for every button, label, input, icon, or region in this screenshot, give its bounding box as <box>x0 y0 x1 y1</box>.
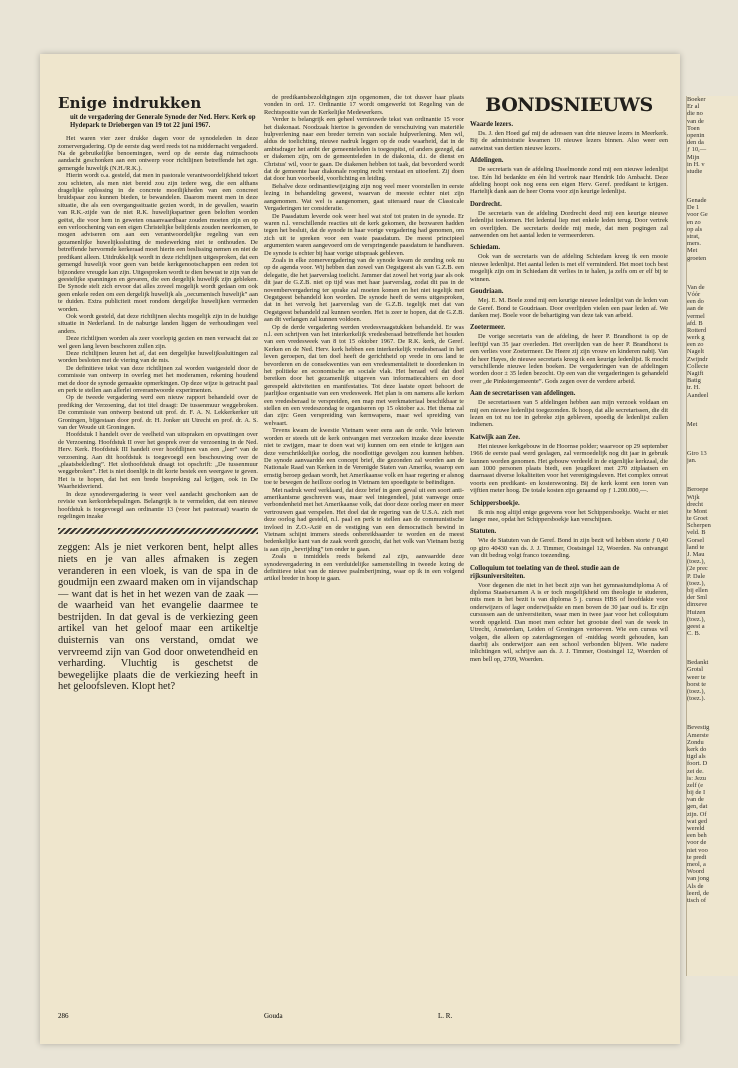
edge-text-line: Als de <box>687 882 704 890</box>
edge-text-line: Woord <box>687 868 705 876</box>
edge-text-line: P. Dale <box>687 572 706 580</box>
edge-text-line: zijn. Of <box>687 810 707 818</box>
edge-text-line: van de <box>687 796 704 804</box>
edge-text-line: Wijk <box>687 493 700 501</box>
paragraph: Op de tweede vergadering werd een nieuw rapport behandeld over de prediking der Verzoening, dat tot titel draagt: De tussenmuur weggebroken. De commissie van ontwerp bestond uit prof. dr. F. A. N. Lekkerkerker uit Groningen, bijgestaan door prof. dr. H. Jonker uit Utrecht en prof. dr. A. S. van der Woude uit Groningen. <box>58 394 258 432</box>
author-initials: L. R. <box>438 1012 453 1020</box>
paragraph: In deze synodevergadering is weer veel aandacht geschonken aan de revisie van kerkordebepalingen. Belangrijk is te vermelden, dat een nieuwe hoofdstuk is toegevoegd aan ordinantie 13 (voor het pastoraat) waarin de regelingen inzake <box>58 490 258 520</box>
page-number: 286 <box>58 1012 69 1020</box>
edge-text-line: Boeker <box>687 96 706 103</box>
edge-text-line: Zondu <box>687 738 704 746</box>
edge-text-line: vermel <box>687 312 705 320</box>
edge-text-line: gen, dat <box>687 803 708 811</box>
paragraph: Met nadruk werd verklaard, dat deze brief in geen geval uit een soort anti-amerikanisme geschreven was, maar wel integendeel, juist vanwege onze verbondenheid met het Amerikaanse volk, dat door deze oorlog meer en meer vertrouwen gaat verspelen. Het doel dat de regering van de U.S.A. zich met deze oorlog had gesteld, n.l. paal en perk te stellen aan de communistische invloed in Z.O.-Azië en de vestiging van een democratisch bewind in Vietnam schijnt immers steeds onbereikbaarder te worden en de meest bedenkelijke kant van de zaak wordt gezocht, dat het volk van Vietnam bezig is aan zijn „bevrijding” ten onder te gaan. <box>264 486 464 553</box>
paragraph: Zoals in elke zomervergadering van de synode kwam de zending ook nu op de agenda voor. Wij hebben dan zowel van Oegstgeest als van G.Z.B. een delegatie, die het jaarverslag toelicht. Jammer dat zowel het vorig jaar als ook dit jaar de G.Z.B. niet op tijd was met haar jaarverslag, zodat dit pas in de novembervergadering ter sprake zal moeten komen en het niet tegelijk met Oegstgeest behandeld kon worden. De synode heeft de wens uitgesproken, dat in het vervolg het jaarverslag van de G.Z.B. tegelijk met dat van Oegstgeest behandeld zal kunnen worden. Het is zeer te hopen, dat de G.Z.B. aan dit verlangen zal kunnen voldoen. <box>264 256 464 324</box>
section-heading: Schippersboekje. <box>470 499 520 507</box>
edge-text-line: den da <box>687 139 704 147</box>
left-column <box>58 94 258 703</box>
edge-text-line: leerd, de <box>687 889 709 897</box>
edge-text-line: tr. H. <box>687 384 700 392</box>
paragraph: Hoofdstuk I handelt over de veelheid van uitspraken en opvattingen over de Verzoening. Hoofdstuk II over het gesprek over de verzoening in de Ned. Herv. Kerk. Hoofdstuk III handelt over hoofdlijnen van een „leer” van de verzoening. Aan dit hoofdstuk is toegevoegd een beschouwing over de „plaatsbekleding”. Het slothoofdstuk draagt tot opschrift: „De tussenmuur weggebroken”. Het is niet doenlijk in dit korte bestek een weergave te geven. Het is te hopen, dat het een brede bespreking zal krijgen, ook in De Waarheidsvriend. <box>58 431 258 491</box>
section-text: Het nieuwe kerkgebouw in de Hoornse polder; waarvoor op 29 september 1966 de eerste paal werd geslagen, zal vermoedelijk nog dit jaar in gebruik kunnen worden genomen. Het gebouw verdeeld in de eigenlijke kerkzaal, die aan 1000 personen plaats biedt, een jeugdkeet met 270 zitplaatsen en daarnaast diverse lokaliteiten voor het verenigingsleven. Het complex omvat voorts een predikant- en kosterswoning. Bij de kerk komt een toren van vijftien meter hoog. De totale kosten zijn geraamd op ƒ 1.200.000,—. <box>470 442 668 495</box>
edge-text-line: een do <box>687 298 704 306</box>
section-title: BONDSNIEUWS <box>485 94 653 116</box>
right-column <box>470 94 668 663</box>
edge-text-line: dinxeve <box>687 601 708 609</box>
section-text: Ook van de secretaris van de afdeling Schiedam kreeg ik een mooie nieuwe ledenlijst. Het aantal leden is met elf verminderd. Het moet toch best mogelijk zijn om in Schiedam dit verlies in te halen, ja zelfs om er elf bij te winnen. <box>470 253 668 283</box>
edge-text-line: veld. B <box>687 529 706 537</box>
edge-text-line: aan de <box>687 305 704 313</box>
article-place: Gouda <box>264 1012 283 1020</box>
edge-text-line: niet voo <box>687 846 708 854</box>
edge-text-line: een beh <box>687 832 707 840</box>
magazine-page <box>40 54 680 1044</box>
news-section <box>470 288 668 319</box>
edge-text-line: Scherpen <box>687 522 711 530</box>
paragraph: de predikantsbezoldigingen zijn opgenomen, die tot dusver haar plaats vonden in ord. 17. Ordinantie 17 wordt omgewerkt tot Regeling van de Rechtspositie van de Kerkelijke Medewerkers. <box>264 94 464 116</box>
edge-text-line: Er al <box>687 103 700 111</box>
edge-text-line: wereld <box>687 825 705 832</box>
news-section <box>470 565 668 663</box>
edge-text-line: een zo <box>687 341 704 349</box>
edge-text-line: bij de I <box>687 789 706 797</box>
edge-text-line: studie <box>687 167 703 175</box>
edge-text-line: borst te <box>687 680 706 688</box>
paragraph: Deze richtlijnen worden als zeer voorlopig gezien en men verwacht dat ze wel geen lang leven beschoren zullen zijn. <box>58 335 258 350</box>
edge-text-line: ƒ 10,— <box>687 146 707 154</box>
paragraph: Het waren vier zeer drukke dagen voor de synodeleden in deze zomervergadering. Op de eerste dag werd reeds tot na middernacht vergaderd. Na de gebruikelijke benoemingen, werd op de eerste dag ruimschoots aandacht geschonken aan een ontwerp voor richtlijnen betreffende het zgn. gemengde huwelijk (N.H./R.K.). <box>58 135 258 172</box>
edge-text-line: geest a <box>687 622 705 630</box>
edge-text-line: Gorsel <box>687 536 705 544</box>
edge-gap <box>687 175 738 197</box>
paragraph: Verder is belangrijk een geheel vernieuwde tekst van ordinantie 15 voor het diakonaat. Noodzaak hiertoe is gevonden de verschuiving van materiële hulpverlening naar een breder terrein van sociale hulpverlening. Men wil, aldus de toelichting, nieuwe nadruk leggen op de oude waarheid, dat in de ambtsdrager het ambt der gemeenteleden is toegespitst, of anders gezegd, dat er diakenen zijn, om de gemeenteleden in de diakonia, d.i. de dienst en Christus' wil, voor te gaan. De diakenen hebben tot taak, dat bevorderd wordt dat de gemeente haar diakonale roeping recht verstaat en uitoefent. Zij doen dat door hun voorbeeld, voorlichting en leiding. <box>264 116 464 183</box>
news-section <box>470 528 668 559</box>
edge-text-line: voor Ge <box>687 211 708 219</box>
edge-text-line: tisch of <box>687 896 706 904</box>
edge-text-line: mers. <box>687 240 702 248</box>
edge-text-line: jan. <box>687 457 697 465</box>
edge-gap <box>687 262 738 284</box>
edge-text-line: J. Mau <box>687 551 705 558</box>
news-section <box>470 434 668 495</box>
section-text: Wie de Statuten van de Geref. Bond in zijn bezit wil hebben storte ƒ 0,40 op giro 40430 van ds. J. J. Timmer, Oostsingel 12, Woerden. Na ontvangst van dit bedrag volgt franco toezending. <box>470 537 668 560</box>
edge-text-line: en zo <box>687 218 701 226</box>
section-text: Voor degenen die niet in het bezit zijn van het gymnasiumdiploma A of diploma Staatsexamen A is er toch mogelijkheid om theologie te studeren, mits men in het bezit is van diploma 5 j. cursus HBS of hoofdakte voor onderwijzers of lager onderwijsakte en men boven de 30 jaar oud is. Er zijn cursussen aan de universiteiten, waar men in twee jaar voor het colloquium wordt opgeleid. Dan moet men echter het grootste deel van de week in Utrecht, Amsterdam, Leiden of Groningen vertoeven. Wie een cursus wil volgen, die alleen op zaterdagmorgen of -middag wordt gehouden, kan daarbij als onderwijzer aan een school verbonden blijven. Wie nadere inlichtingen wil, schrijve aan ds. J. J. Timmer, Oostsingel 12, Woerden of men bell op, 2709, Woerden. <box>470 581 668 663</box>
edge-text-line: Beroepe <box>687 486 709 494</box>
edge-text-line: is: Jezu <box>687 774 706 782</box>
section-heading: Statuten. <box>470 528 497 536</box>
paragraph: Tevens kwam de kwestie Vietnam weer eens aan de orde. Vele brieven worden er steeds uit de kerk ontvangen met verzoeken inzake deze kwestie niet te zwijgen, maar te doen wat wij kunnen om een einde te krijgen aan deze verschrikkelijke oorlog, die noodlottige gevolgen zou kunnen hebben. De synode aanvaardde een concept brief, die gezonden zal worden aan de Nationale Raad van Kerken in de Verenigde Staten van Amerika, waarop een ernstig beroep gedaan wordt, het Amerikaanse volk en haar regering er alsnog toe te bewegen de heilloze oorlog in Vietnam ten spoedigste te beëindigen. <box>264 427 464 487</box>
section-heading: Dordrecht. <box>470 200 502 208</box>
news-section <box>470 121 668 152</box>
section-heading: Schiedam. <box>470 244 501 252</box>
edge-text-line: groeten <box>687 254 707 262</box>
edge-text-line: Giro 13 <box>687 449 707 457</box>
edge-text-line: te Mont <box>687 507 708 515</box>
paragraph: De Paasdatum leverde ook weer heel wat stof tot praten in de synode. Er waren n.l. verschillende reacties uit de kerk gekomen, die bezwaren hadden tegen het besluit, dat de synode in haar vorige vergadering had genomen, om zich uit te spreken voor een vaste paasdatum. De meest principieel argumenten waren aangevoerd om de verspringende paasdatum te handhaven. De synode is echter bij haar vorige uitspraak gebleven. <box>264 212 464 257</box>
edge-text-line: openin <box>687 131 705 139</box>
edge-text-line: tigd als <box>687 753 706 761</box>
edge-text-line: Rotterd <box>687 326 707 334</box>
news-section <box>470 324 668 385</box>
edge-text-line: Nagift <box>687 370 704 377</box>
edge-text-line: Batig <box>687 377 701 385</box>
edge-text-line: Met <box>687 247 698 255</box>
edge-text-line: wat ged <box>687 817 708 825</box>
edge-gap <box>687 464 738 486</box>
section-heading: Zoetermeer. <box>470 324 506 332</box>
edge-text-line: Zwijndr <box>687 355 708 363</box>
news-section <box>470 157 668 196</box>
section-text: Ds. J. den Hoed gaf mij de adressen van drie nieuwe lezers in Meerkerk. Bij de administratie kwamen 10 nieuwe lezers binnen. Also weer een aanwinst van dertien nieuwe lezers. <box>470 130 668 152</box>
paragraph: Behalve deze ordinantiewijziging zijn nog veel meer voorstellen in eerste lezing in behandeling geweest, waarvan de meeste echter niet zijn aangenomen. Wat wel is aangenomen, gaat uiteraard naar de Classicale Vergaderingen ter consideratie. <box>264 182 464 213</box>
edge-text-line: bij ellen <box>687 586 708 594</box>
section-heading: Afdelingen. <box>470 157 504 165</box>
edge-text-line: Vóór <box>687 290 701 298</box>
edge-text-line: Met <box>687 420 698 428</box>
article-subtitle: uit de vergadering der Generale Synode der Ned. Herv. Kerk op Hydepark te Driebergen van 19 tot 22 juni 1967. <box>70 114 256 129</box>
edge-text-line: (2e prec <box>687 565 708 573</box>
edge-text-line: Genade <box>687 197 707 205</box>
edge-text-line: kerk do <box>687 745 707 753</box>
edge-text-line: Nagelt <box>687 348 705 356</box>
edge-gap <box>687 399 738 421</box>
edge-text-line: De 1 <box>687 204 700 212</box>
section-text: Ik mis nog altijd enige gegevens voor het Schippersboekje. Wacht er niet langer mee, opdat het Schippersboekje kan verschijnen. <box>470 508 668 524</box>
section-heading: Goudriaan. <box>470 288 504 296</box>
news-section <box>470 201 668 240</box>
paragraph: Zoals u inmiddels reeds bekend zal zijn, aanvaardde deze synodevergadering in een verduidelijke samenstelling in tweede lezing de definitieve tekst van de nieuwe psalmberijming, waar op ik in een volgend artikel breder in hoop te gaan. <box>264 553 464 583</box>
edge-text-line: (toez.), <box>687 558 706 566</box>
edge-text-line: (toez.), <box>687 579 706 587</box>
edge-text-line: zei de. <box>687 767 704 775</box>
section-heading: Katwijk aan Zee. <box>470 433 521 441</box>
edge-text-line: Huizen <box>687 608 706 616</box>
section-text: De secretarissen van 5 afdelingen hebben aan mijn verzoek voldaan en mij een nieuwe ledenlijst toegezonden. Ik hoop, dat alle secretarissen, die dit lezen en tot nu toe in gebreke zijn gebleven, spoedig de ledenlijst zullen indienen. <box>470 399 668 429</box>
section-text: De vorige secretaris van de afdeling, de heer P. Brandhorst is op de leeftijd van 35 jaar overleden. Het overlijden van de heer P. Brandhorst is een verlies voor Zoetermeer. De Heere zij zijn vrouw en kinderen nabij. Van de heer Hayes, de nieuwe secretaris kreeg ik een keurige ledenlijst. Ik mocht verschillende nieuwe leden boeken. De vergaderingen van de afdelingen worden door ± 35 leden bezocht. Op een van die vergaderingen is gehandeld over „de Pinkstergemeente”. Gods zegen over de verdere arbeid. <box>470 333 668 385</box>
edge-text-line: meol, a <box>687 860 706 868</box>
edge-text-line: op als <box>687 225 703 233</box>
edge-text-line: Amerste <box>687 731 709 739</box>
edge-text-line: in H. v <box>687 160 705 168</box>
wavy-divider <box>58 528 258 534</box>
edge-text-line: foort. D <box>687 760 708 768</box>
large-print-text: zeggen: Als je niet verkoren bent, helpt alles niets en je van alles afmaken is zegen veranderen in een vloek, is van de spa in de goudmijn een zwaard maken om in vijandschap — want dat is het in het wezen van de zaak — de waarheid van het evangelie daarmee te bestrijden. In dat geval is de verkiezing geen artikel van het geloof maar een artikeltje duisternis van ons verstand, omdat we vervreemd zijn van God door onwetendheid en verharding. Vluchtig is geschetst de bewegelijke plaats die de verkiezing heeft in het geloofsleven. Klopt het? <box>58 542 258 693</box>
section-text: De secretaris van de afdeling IJsselmonde zond mij een nieuwe ledenlijst toe. Eén lid bedankte en één lid vertrok naar Hendrik Ido Ambacht. Deze afdeling hoopt ook nog eens een eigen Herv. Geref. predikant te krijgen. Hartelijk dank aan de heer Ooms voor zijn keurige ledenlijst. <box>470 166 668 196</box>
edge-text-line: Aandeel <box>687 391 709 399</box>
edge-text-line: van de <box>687 117 704 125</box>
edge-text-line: (toez.). <box>687 695 706 703</box>
news-section <box>470 390 668 429</box>
edge-text-line: strat, <box>687 233 700 240</box>
section-text: Mej. E. M. Boele zond mij een keurige nieuwe ledenlijst van de leden van de Geref. Bond te Goudriaan. Door overlijden vielen een paar leden af. We danken mej. Boele voor de behartiging van deze tak van arbeid. <box>470 297 668 319</box>
edge-text-line: Mijn <box>687 153 700 161</box>
edge-gap <box>687 702 738 724</box>
edge-text-line: zelf (e <box>687 781 704 789</box>
paragraph: Hierin wordt o.a. gesteld, dat men in pastorale verantwoordelijkheid tekort zou schieten, als men niet bereid zou zijn iedere weg, die een althans dragelijke oplossing in de concrete moeilijkheden van een concreet bruidspaar zou kunnen bieden, te bewandelen. Daarom meent men in deze situatie, die als een overgangssituatie gezien wordt, in de gevallen, waarin van R.K.-zijde van de niet R.K. huwelijkspartner geen beloften worden geëist, die voor hem in geweten onaanvaardbaar zouden moeten zijn en op een verloochening van een eigen Christelijke belijdenis zouden neerkomen, te mogen adviseren om aan een verantwoordelijke regeling van een gezamenlijke huwelijkssluiting de medewerking niet te onthouden. De betreffende hervormde kerkeraad moet hierin een beslissing nemen en niet de predikant alleen. Uitdrukkelijk wordt in deze richtlijnen uitgesproken, dat een gemengd huwelijk voor geen van beide kerkgenootschappen een reden tot bijzondere vreugde kan zijn. Uitgesproken wordt te dien bewust te zijn van de geestelijke spanningen en gevaren, die een dergelijk huwelijk zijn gebleken. De Synode stelt zich ervoor dat alles zoveel mogelijk wordt gedaan om ook geen enkele reden om een dergelijk huwelijk als „oecumenisch huwelijk” aan te duiden. Extra publiciteit moet rondom dergelijke huwelijken vermeden worden. <box>58 172 258 313</box>
next-page-edge <box>686 96 738 976</box>
section-heading: Aan de secretarissen van afdelingen. <box>470 390 576 398</box>
edge-text-line: te Groet <box>687 515 708 523</box>
paragraph: Op de derde vergadering werden vredesvraagstukken behandeld. Er was n.l. een schrijven van het interkerkelijk vredesberaad betreffende het houden van een vredesweek van 8 tot 15 oktober 1967. De R.K. kerk, de Geref. Kerken en de Ned. Herv. kerk hebben een interkerkelijk vredesberaad in het leven geroepen, dat ten doel heeft de gerichtheid op vrede in ons land te bevorderen en de consekwenties van een vredesmentaliteit te doordenken in het politieke en economische en sociale vlak. Het beraad wil dat doel bereiken door het gezamenlijk uitgeven van informatiecahiers en door gerespeld aktiviteiten en manifestaties. Tot deze laatste opzet behoort de jaarlijkse organisatie van een vredesweek. Het plan is om namens alle kerken een vredesberaad te verspreiden, een map met werkmateriaal beschikbaar te stellen en een vredeszondag te organiseren op 15 oktober a.s. Het thema zal dan zijn: Geen verspreiding van kernwapens, maar wel spreiding van welvaart. <box>264 323 464 427</box>
edge-text-line: Van de <box>687 283 705 291</box>
edge-text-line: (toez.), <box>687 688 706 695</box>
edge-text-line: voor de <box>687 839 707 847</box>
edge-text-line: weer te <box>687 673 706 681</box>
paragraph: De definitieve tekst van deze richtlijnen zal worden vastgesteld door de commissie van ontwerp in overleg met het moderamen, rekening houdend met de door de synode gemaakte opmerkingen. Op deze wijze is getracht paal en perk te stellen aan allerlei onverantwoorde experimenten. <box>58 364 258 394</box>
edge-text-line: drecht <box>687 500 703 508</box>
section-text: De secretaris van de afdeling Dordrecht deed mij een keurige nieuwe ledenlijst toekomen. Het ledental liep met enkele leden terug. Door vertrek en overlijden. De secretaris deelde mij mede, dat men pogingen zal aanwenden om het aantal leden te vermeerderen. <box>470 209 668 240</box>
paragraph: Ook wordt gesteld, dat deze richtlijnen slechts mogelijk zijn in de huidige situatie in Nederland. In de naburige landen liggen de verhoudingen veel anders. <box>58 312 258 335</box>
edge-gap <box>687 637 738 659</box>
news-section <box>470 244 668 283</box>
section-heading: Colloquium tot toelating van de theol. studie aan de rijksuniversiteiten. <box>470 564 620 580</box>
edge-text-line: die no <box>687 110 703 118</box>
news-section <box>470 500 668 524</box>
edge-text-line: Toen <box>687 124 700 132</box>
edge-text-line: afd. B <box>687 319 703 327</box>
edge-text-line: werk g <box>687 334 705 342</box>
article-title: Enige indrukken <box>58 94 202 112</box>
edge-text-line: Collecte <box>687 362 709 370</box>
edge-text-line: (toez.), <box>687 615 706 623</box>
edge-gap <box>687 428 738 450</box>
paragraph: Deze richtlijnen leuren het af, dat een dergelijke huwelijkssluitingen zal worden besloten met de viering van de mis. <box>58 349 258 365</box>
edge-text-line: te predi <box>687 853 707 861</box>
edge-text-line: der Sml <box>687 594 708 602</box>
edge-text-line: van jong <box>687 875 710 883</box>
middle-column <box>264 94 464 583</box>
edge-text-line: Grotsl <box>687 666 703 674</box>
edge-text-line: land te <box>687 543 705 551</box>
edge-text-line: C. B. <box>687 630 701 638</box>
edge-text-line: Bedankt <box>687 659 709 667</box>
edge-text-line: Bevestig <box>687 724 710 732</box>
section-heading: Waarde lezers. <box>470 121 514 128</box>
